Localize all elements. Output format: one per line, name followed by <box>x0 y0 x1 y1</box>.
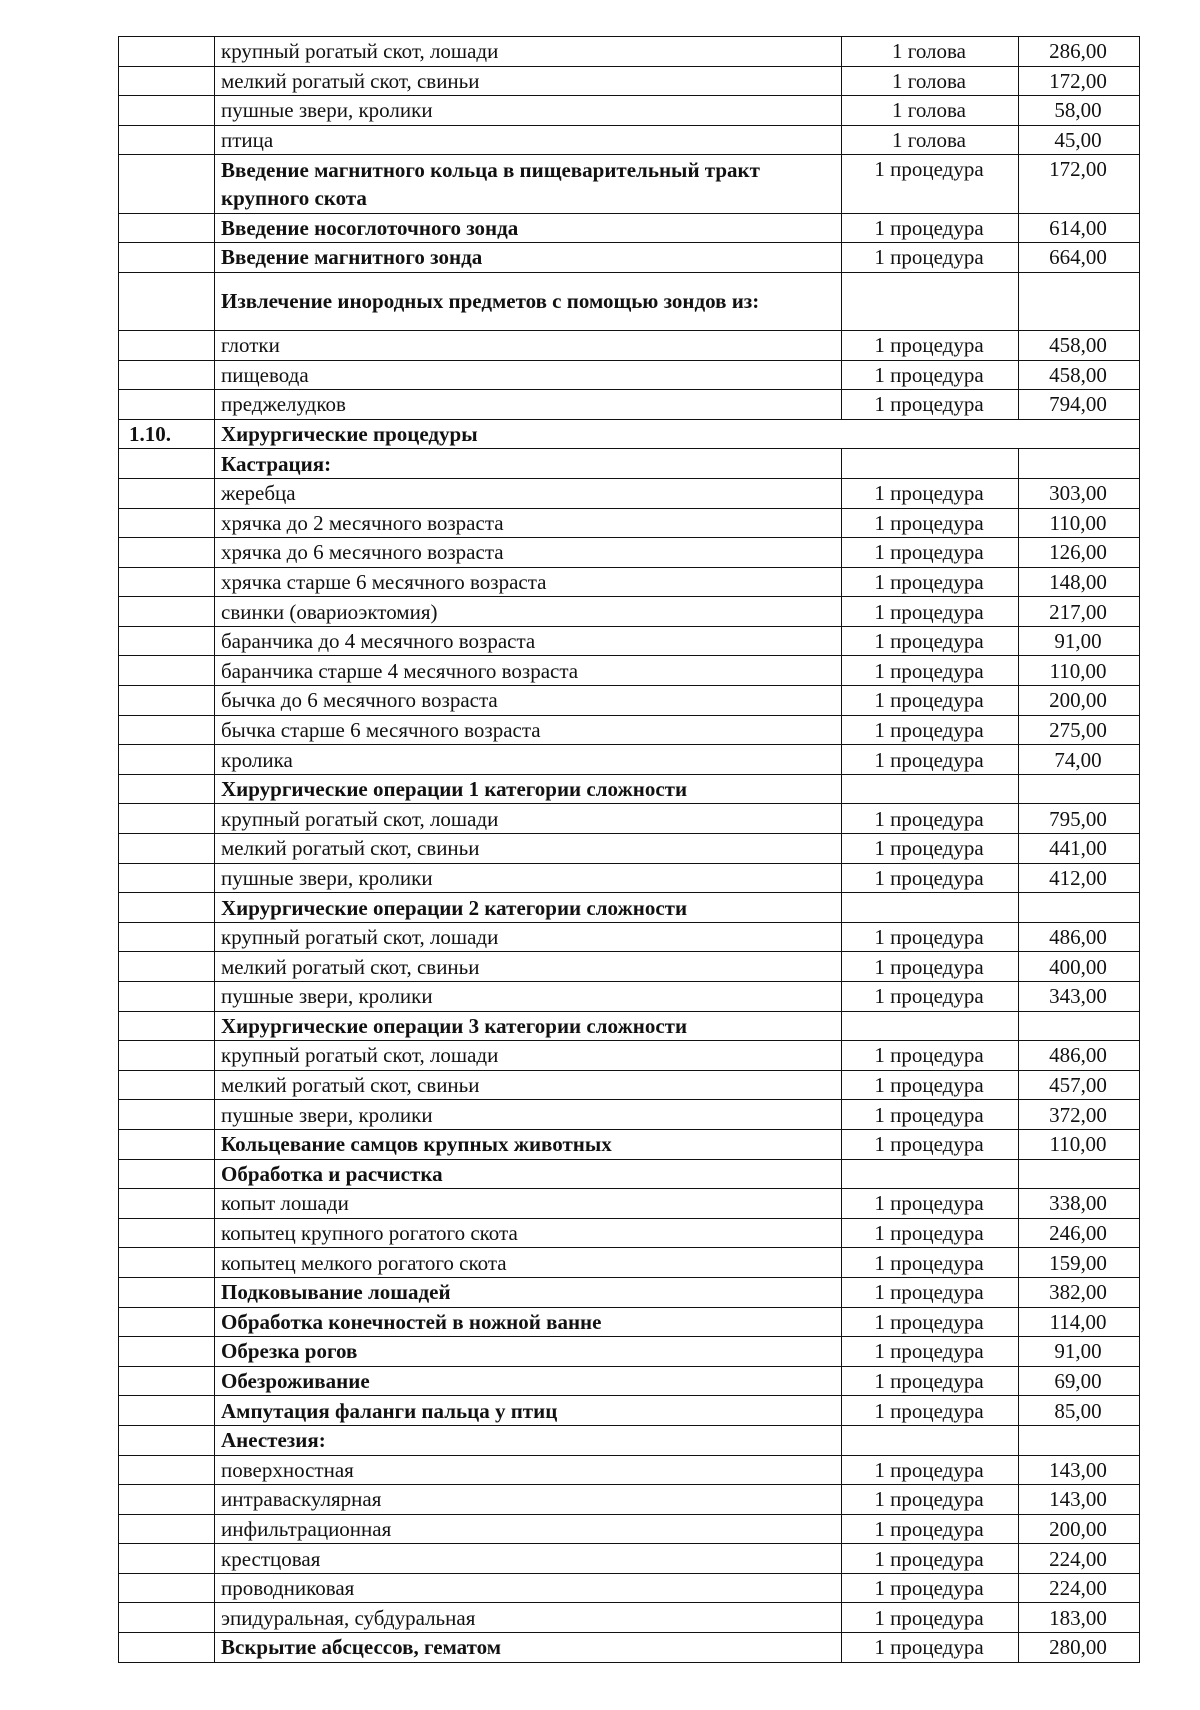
unit-cell <box>842 1011 1019 1041</box>
row-number-cell <box>119 1041 215 1071</box>
service-name-cell: кролика <box>215 745 842 775</box>
table-row <box>119 1070 1140 1100</box>
unit-cell: 1 процедура <box>842 213 1019 243</box>
service-name-cell: бычка до 6 месячного возраста <box>215 686 842 716</box>
unit-cell: 1 процедура <box>842 834 1019 864</box>
service-name-cell: птица <box>215 125 842 155</box>
service-name-cell: хрячка до 6 месячного возраста <box>215 538 842 568</box>
table-row <box>119 863 1140 893</box>
row-number-cell <box>119 125 215 155</box>
table-row <box>119 922 1140 952</box>
table-row <box>119 538 1140 568</box>
table-row <box>119 213 1140 243</box>
table-row <box>119 1159 1140 1189</box>
table-row <box>119 1189 1140 1219</box>
price-cell: 159,00 <box>1019 1248 1140 1278</box>
row-number-cell <box>119 863 215 893</box>
unit-cell <box>842 449 1019 479</box>
service-name-cell: пушные звери, кролики <box>215 863 842 893</box>
service-name-cell: поверхностная <box>215 1455 842 1485</box>
row-number-cell <box>119 952 215 982</box>
service-name-cell: Обработка и расчистка <box>215 1159 842 1189</box>
service-name-cell: Хирургические операции 3 категории сложности <box>215 1011 842 1041</box>
row-number-cell <box>119 1070 215 1100</box>
service-name-cell: пушные звери, кролики <box>215 96 842 126</box>
service-name-cell: Введение магнитного зонда <box>215 243 842 273</box>
table-row <box>119 1011 1140 1041</box>
table-row <box>119 1603 1140 1633</box>
unit-cell: 1 процедура <box>842 155 1019 213</box>
unit-cell: 1 процедура <box>842 567 1019 597</box>
row-number-cell <box>119 37 215 67</box>
unit-cell: 1 процедура <box>842 715 1019 745</box>
unit-cell: 1 процедура <box>842 686 1019 716</box>
table-row <box>119 1633 1140 1663</box>
row-number-cell <box>119 893 215 923</box>
price-cell <box>1019 1425 1140 1455</box>
unit-cell: 1 процедура <box>842 1248 1019 1278</box>
unit-cell: 1 процедура <box>842 1218 1019 1248</box>
price-cell: 286,00 <box>1019 37 1140 67</box>
table-row <box>119 1514 1140 1544</box>
row-number-cell <box>119 96 215 126</box>
service-name-cell: копытец мелкого рогатого скота <box>215 1248 842 1278</box>
price-cell: 486,00 <box>1019 922 1140 952</box>
row-number-cell <box>119 213 215 243</box>
price-cell: 45,00 <box>1019 125 1140 155</box>
service-name-cell: Хирургические операции 1 категории сложности <box>215 774 842 804</box>
table-row <box>119 1455 1140 1485</box>
table-row <box>119 774 1140 804</box>
row-number-cell <box>119 715 215 745</box>
row-number-cell <box>119 66 215 96</box>
row-number-cell <box>119 626 215 656</box>
table-row <box>119 125 1140 155</box>
unit-cell: 1 процедура <box>842 1366 1019 1396</box>
service-name-cell: Обезроживание <box>215 1366 842 1396</box>
table-row <box>119 449 1140 479</box>
price-cell: 172,00 <box>1019 155 1140 213</box>
unit-cell: 1 процедура <box>842 1129 1019 1159</box>
row-number-cell <box>119 1485 215 1515</box>
unit-cell <box>842 774 1019 804</box>
table-body <box>119 37 1140 1663</box>
row-number-cell <box>119 538 215 568</box>
row-number-cell <box>119 597 215 627</box>
unit-cell: 1 процедура <box>842 863 1019 893</box>
price-cell: 343,00 <box>1019 982 1140 1012</box>
unit-cell: 1 процедура <box>842 1455 1019 1485</box>
unit-cell: 1 процедура <box>842 982 1019 1012</box>
service-name-cell: пищевода <box>215 360 842 390</box>
unit-cell <box>842 1159 1019 1189</box>
unit-cell: 1 процедура <box>842 1573 1019 1603</box>
row-number-cell <box>119 1514 215 1544</box>
price-cell: 74,00 <box>1019 745 1140 775</box>
row-number-cell <box>119 1337 215 1367</box>
row-number-cell <box>119 1633 215 1663</box>
unit-cell: 1 процедура <box>842 1189 1019 1219</box>
service-name-cell: Ампутация фаланги пальца у птиц <box>215 1396 842 1426</box>
price-cell: 172,00 <box>1019 66 1140 96</box>
row-number-cell <box>119 1129 215 1159</box>
unit-cell <box>842 272 1019 330</box>
price-cell: 69,00 <box>1019 1366 1140 1396</box>
service-name-cell: глотки <box>215 330 842 360</box>
price-cell: 303,00 <box>1019 478 1140 508</box>
service-name-cell: свинки (овариоэктомия) <box>215 597 842 627</box>
row-number-cell <box>119 834 215 864</box>
row-number-cell <box>119 243 215 273</box>
service-name-cell: баранчика до 4 месячного возраста <box>215 626 842 656</box>
table-row <box>119 1307 1140 1337</box>
unit-cell: 1 процедура <box>842 1277 1019 1307</box>
service-name-cell: жеребца <box>215 478 842 508</box>
table-row <box>119 37 1140 67</box>
row-number-cell <box>119 449 215 479</box>
unit-cell: 1 процедура <box>842 1514 1019 1544</box>
table-row <box>119 272 1140 330</box>
price-cell: 126,00 <box>1019 538 1140 568</box>
table-row <box>119 1248 1140 1278</box>
service-name-cell: преджелудков <box>215 390 842 420</box>
service-name-cell: Обработка конечностей в ножной ванне <box>215 1307 842 1337</box>
row-number-cell <box>119 1366 215 1396</box>
table-row <box>119 1337 1140 1367</box>
service-name-cell: Введение магнитного кольца в пищеварительный тракт крупного скота <box>215 155 842 213</box>
row-number-cell <box>119 1396 215 1426</box>
price-cell: 412,00 <box>1019 863 1140 893</box>
price-cell: 382,00 <box>1019 1277 1140 1307</box>
price-cell: 224,00 <box>1019 1544 1140 1574</box>
price-cell: 441,00 <box>1019 834 1140 864</box>
row-number-cell <box>119 478 215 508</box>
price-cell: 457,00 <box>1019 1070 1140 1100</box>
unit-cell: 1 голова <box>842 37 1019 67</box>
table-row <box>119 1041 1140 1071</box>
row-number-cell <box>119 1100 215 1130</box>
row-number-cell <box>119 1159 215 1189</box>
service-name-cell: хрячка до 2 месячного возраста <box>215 508 842 538</box>
row-number-cell <box>119 360 215 390</box>
row-number-cell <box>119 1573 215 1603</box>
service-name-cell: мелкий рогатый скот, свиньи <box>215 834 842 864</box>
row-number-cell <box>119 1455 215 1485</box>
price-cell: 58,00 <box>1019 96 1140 126</box>
row-number-cell <box>119 922 215 952</box>
table-row <box>119 360 1140 390</box>
unit-cell: 1 процедура <box>842 656 1019 686</box>
price-cell: 338,00 <box>1019 1189 1140 1219</box>
service-name-cell: Подковывание лошадей <box>215 1277 842 1307</box>
service-name-cell: пушные звери, кролики <box>215 1100 842 1130</box>
service-name-cell: Кастрация: <box>215 449 842 479</box>
row-number-cell <box>119 1544 215 1574</box>
table-row <box>119 1129 1140 1159</box>
service-name-cell: пушные звери, кролики <box>215 982 842 1012</box>
table-row <box>119 155 1140 213</box>
service-name-cell: хрячка старше 6 месячного возраста <box>215 567 842 597</box>
table-row <box>119 330 1140 360</box>
price-cell <box>1019 1011 1140 1041</box>
table-row <box>119 1277 1140 1307</box>
row-number-cell <box>119 804 215 834</box>
unit-cell: 1 процедура <box>842 1100 1019 1130</box>
table-row <box>119 893 1140 923</box>
price-cell: 275,00 <box>1019 715 1140 745</box>
price-cell: 794,00 <box>1019 390 1140 420</box>
service-name-cell: Введение носоглоточного зонда <box>215 213 842 243</box>
unit-cell: 1 процедура <box>842 538 1019 568</box>
unit-cell: 1 процедура <box>842 922 1019 952</box>
price-cell: 217,00 <box>1019 597 1140 627</box>
row-number-cell <box>119 745 215 775</box>
row-number-cell <box>119 390 215 420</box>
price-cell: 85,00 <box>1019 1396 1140 1426</box>
unit-cell: 1 процедура <box>842 330 1019 360</box>
service-name-cell: инфильтрационная <box>215 1514 842 1544</box>
unit-cell: 1 процедура <box>842 1633 1019 1663</box>
unit-cell: 1 процедура <box>842 626 1019 656</box>
row-number-cell <box>119 330 215 360</box>
table-row <box>119 243 1140 273</box>
table-row <box>119 567 1140 597</box>
price-cell: 246,00 <box>1019 1218 1140 1248</box>
service-name-cell: крестцовая <box>215 1544 842 1574</box>
unit-cell: 1 процедура <box>842 804 1019 834</box>
service-name-cell: копыт лошади <box>215 1189 842 1219</box>
price-table <box>118 36 1140 1663</box>
price-cell: 91,00 <box>1019 1337 1140 1367</box>
unit-cell: 1 процедура <box>842 1603 1019 1633</box>
service-name-cell: крупный рогатый скот, лошади <box>215 804 842 834</box>
price-cell: 110,00 <box>1019 1129 1140 1159</box>
price-cell <box>1019 272 1140 330</box>
price-cell <box>1019 893 1140 923</box>
service-name-cell: Вскрытие абсцессов, гематом <box>215 1633 842 1663</box>
unit-cell: 1 процедура <box>842 1485 1019 1515</box>
service-name-cell: бычка старше 6 месячного возраста <box>215 715 842 745</box>
price-cell: 200,00 <box>1019 1514 1140 1544</box>
service-name-cell: копытец крупного рогатого скота <box>215 1218 842 1248</box>
price-cell: 458,00 <box>1019 360 1140 390</box>
price-cell: 143,00 <box>1019 1455 1140 1485</box>
service-name-cell: крупный рогатый скот, лошади <box>215 37 842 67</box>
price-cell: 143,00 <box>1019 1485 1140 1515</box>
table-row <box>119 1544 1140 1574</box>
price-cell: 110,00 <box>1019 656 1140 686</box>
table-row <box>119 597 1140 627</box>
service-name-cell: интраваскулярная <box>215 1485 842 1515</box>
table-row <box>119 1573 1140 1603</box>
price-cell: 91,00 <box>1019 626 1140 656</box>
service-name-cell: крупный рогатый скот, лошади <box>215 922 842 952</box>
unit-cell: 1 голова <box>842 125 1019 155</box>
section-header-row <box>119 419 1140 449</box>
table-row <box>119 804 1140 834</box>
unit-cell: 1 процедура <box>842 1070 1019 1100</box>
table-row <box>119 390 1140 420</box>
table-row <box>119 1396 1140 1426</box>
row-number-cell <box>119 508 215 538</box>
service-name-cell: Обрезка рогов <box>215 1337 842 1367</box>
section-title: Хирургические процедуры <box>215 419 1140 449</box>
table-row <box>119 686 1140 716</box>
unit-cell: 1 голова <box>842 96 1019 126</box>
price-cell <box>1019 774 1140 804</box>
price-cell: 110,00 <box>1019 508 1140 538</box>
unit-cell <box>842 1425 1019 1455</box>
table-row <box>119 96 1140 126</box>
service-name-cell: Извлечение инородных предметов с помощью зондов из: <box>215 272 842 330</box>
table-row <box>119 1366 1140 1396</box>
service-name-cell: Кольцевание самцов крупных животных <box>215 1129 842 1159</box>
table-row <box>119 508 1140 538</box>
row-number-cell <box>119 1603 215 1633</box>
table-row <box>119 1100 1140 1130</box>
unit-cell: 1 процедура <box>842 952 1019 982</box>
service-name-cell: мелкий рогатый скот, свиньи <box>215 66 842 96</box>
unit-cell: 1 процедура <box>842 745 1019 775</box>
unit-cell: 1 процедура <box>842 390 1019 420</box>
price-cell: 400,00 <box>1019 952 1140 982</box>
row-number-cell <box>119 982 215 1012</box>
table-row <box>119 715 1140 745</box>
row-number-cell <box>119 686 215 716</box>
unit-cell: 1 голова <box>842 66 1019 96</box>
service-name-cell: Хирургические операции 2 категории сложности <box>215 893 842 923</box>
table-row <box>119 952 1140 982</box>
price-cell: 372,00 <box>1019 1100 1140 1130</box>
row-number-cell <box>119 155 215 213</box>
price-cell: 458,00 <box>1019 330 1140 360</box>
price-cell: 183,00 <box>1019 1603 1140 1633</box>
service-name-cell: баранчика старше 4 месячного возраста <box>215 656 842 686</box>
unit-cell: 1 процедура <box>842 1396 1019 1426</box>
table-row <box>119 478 1140 508</box>
table-row <box>119 66 1140 96</box>
table-row <box>119 745 1140 775</box>
service-name-cell: эпидуральная, субдуральная <box>215 1603 842 1633</box>
service-name-cell: крупный рогатый скот, лошади <box>215 1041 842 1071</box>
price-cell: 280,00 <box>1019 1633 1140 1663</box>
row-number-cell <box>119 1011 215 1041</box>
price-cell: 795,00 <box>1019 804 1140 834</box>
row-number-cell <box>119 1425 215 1455</box>
unit-cell: 1 процедура <box>842 360 1019 390</box>
service-name-cell: проводниковая <box>215 1573 842 1603</box>
row-number-cell <box>119 1189 215 1219</box>
row-number-cell <box>119 656 215 686</box>
table-row <box>119 656 1140 686</box>
unit-cell <box>842 893 1019 923</box>
table-row <box>119 982 1140 1012</box>
unit-cell: 1 процедура <box>842 1307 1019 1337</box>
table-row <box>119 1425 1140 1455</box>
price-cell: 664,00 <box>1019 243 1140 273</box>
unit-cell: 1 процедура <box>842 597 1019 627</box>
table-row <box>119 1485 1140 1515</box>
unit-cell: 1 процедура <box>842 1544 1019 1574</box>
row-number-cell <box>119 774 215 804</box>
price-cell <box>1019 449 1140 479</box>
price-cell: 486,00 <box>1019 1041 1140 1071</box>
price-cell: 614,00 <box>1019 213 1140 243</box>
unit-cell: 1 процедура <box>842 478 1019 508</box>
service-name-cell: Анестезия: <box>215 1425 842 1455</box>
row-number-cell <box>119 1277 215 1307</box>
unit-cell: 1 процедура <box>842 243 1019 273</box>
service-name-cell: мелкий рогатый скот, свиньи <box>215 1070 842 1100</box>
price-cell: 224,00 <box>1019 1573 1140 1603</box>
unit-cell: 1 процедура <box>842 1041 1019 1071</box>
section-number: 1.10. <box>119 419 215 449</box>
row-number-cell <box>119 1307 215 1337</box>
table-row <box>119 1218 1140 1248</box>
table-row <box>119 834 1140 864</box>
row-number-cell <box>119 1248 215 1278</box>
service-name-cell: мелкий рогатый скот, свиньи <box>215 952 842 982</box>
table-row <box>119 626 1140 656</box>
unit-cell: 1 процедура <box>842 508 1019 538</box>
row-number-cell <box>119 272 215 330</box>
unit-cell: 1 процедура <box>842 1337 1019 1367</box>
price-cell: 200,00 <box>1019 686 1140 716</box>
price-cell: 148,00 <box>1019 567 1140 597</box>
row-number-cell <box>119 567 215 597</box>
price-cell: 114,00 <box>1019 1307 1140 1337</box>
row-number-cell <box>119 1218 215 1248</box>
price-cell <box>1019 1159 1140 1189</box>
